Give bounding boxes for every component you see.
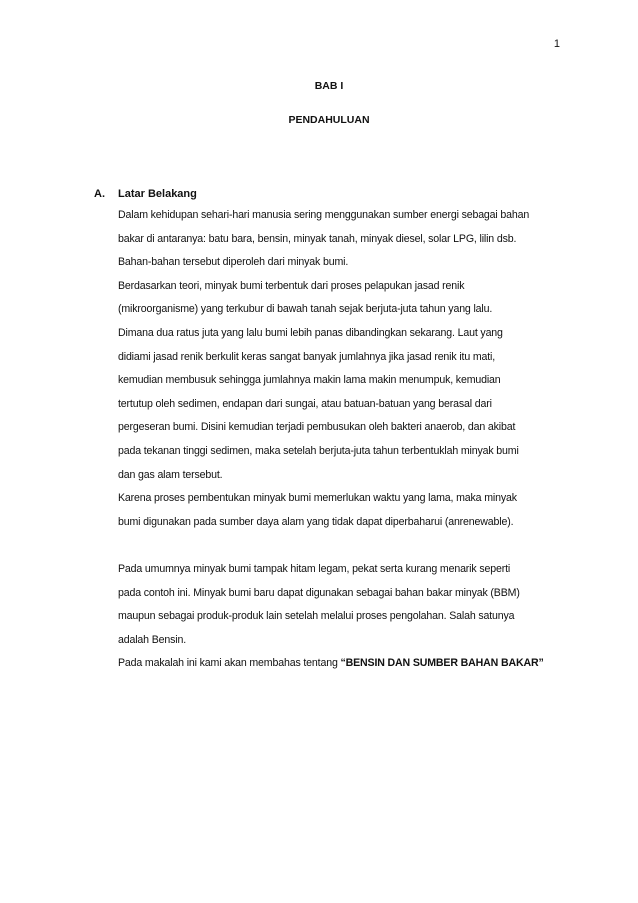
page-number: 1 (553, 38, 560, 50)
paragraph-line: kemudian membusuk sehingga jumlahnya makin lama makin menumpuk, kemudian (118, 374, 501, 387)
paragraph-line: Dimana dua ratus juta yang lalu bumi lebih panas dibandingkan sekarang. Laut yang (118, 326, 503, 339)
paragraph-line: (mikroorganisme) yang terkubur di bawah tanah sejak berjuta-juta tahun yang lalu. (118, 303, 493, 316)
section-heading (94, 186, 574, 202)
paragraph-line: Karena proses pembentukan minyak bumi memerlukan waktu yang lama, maka minyak (118, 492, 517, 505)
paragraph-line: pada tekanan tinggi sedimen, maka setelah berjuta-juta tahun terbentuklah minyak bumi (118, 444, 519, 457)
paragraph-line: bakar di antaranya: batu bara, bensin, minyak tanah, minyak diesel, solar LPG, lilin dsb. (118, 232, 517, 245)
chapter-label: BAB I (314, 80, 344, 92)
paragraph-line: pergeseran bumi. Disini kemudian terjadi pembusukan oleh bakteri anaerob, dan akibat (118, 421, 516, 434)
paragraph-gap (118, 538, 578, 562)
paragraph-line: tertutup oleh sedimen, endapan dari sungai, atau batuan-batuan yang berasal dari (118, 397, 492, 410)
paragraph-line: Dalam kehidupan sehari-hari manusia sering menggunakan sumber energi sebagai bahan (118, 209, 530, 221)
closing-prefix: Pada makalah ini kami akan membahas tentang (118, 657, 341, 670)
paragraph-line: adalah Bensin. (118, 633, 186, 646)
section-title: Latar Belakang (118, 188, 197, 200)
paragraph-line: Pada umumnya minyak bumi tampak hitam legam, pekat serta kurang menarik seperti (118, 562, 511, 575)
paragraph-line: maupun sebagai produk-produk lain setelah melalui proses pengolahan. Salah satunya (118, 610, 515, 623)
section-heading-row (94, 186, 574, 202)
paragraph-line: pada contoh ini. Minyak bumi baru dapat digunakan sebagai bahan bakar minyak (BBM) (118, 586, 520, 599)
paragraph-line: didiami jasad renik berkulit keras sangat banyak jumlahnya jika jasad renik itu mati, (118, 350, 496, 363)
paragraph-line: Bahan-bahan tersebut diperoleh dari minyak bumi. (118, 256, 349, 269)
paragraph-line: dan gas alam tersebut. (118, 468, 223, 481)
section-letter: A. (94, 188, 105, 200)
closing-emphasis: “BENSIN DAN SUMBER BAHAN BAKAR” (340, 657, 544, 670)
closing-line (118, 656, 578, 680)
body-text (118, 208, 578, 680)
paragraph-line: bumi digunakan pada sumber daya alam yang tidak dapat diperbaharui (anrenewable). (118, 515, 514, 528)
chapter-title: PENDAHULUAN (288, 114, 370, 126)
paragraph-line: Berdasarkan teori, minyak bumi terbentuk dari proses pelapukan jasad renik (118, 279, 465, 292)
